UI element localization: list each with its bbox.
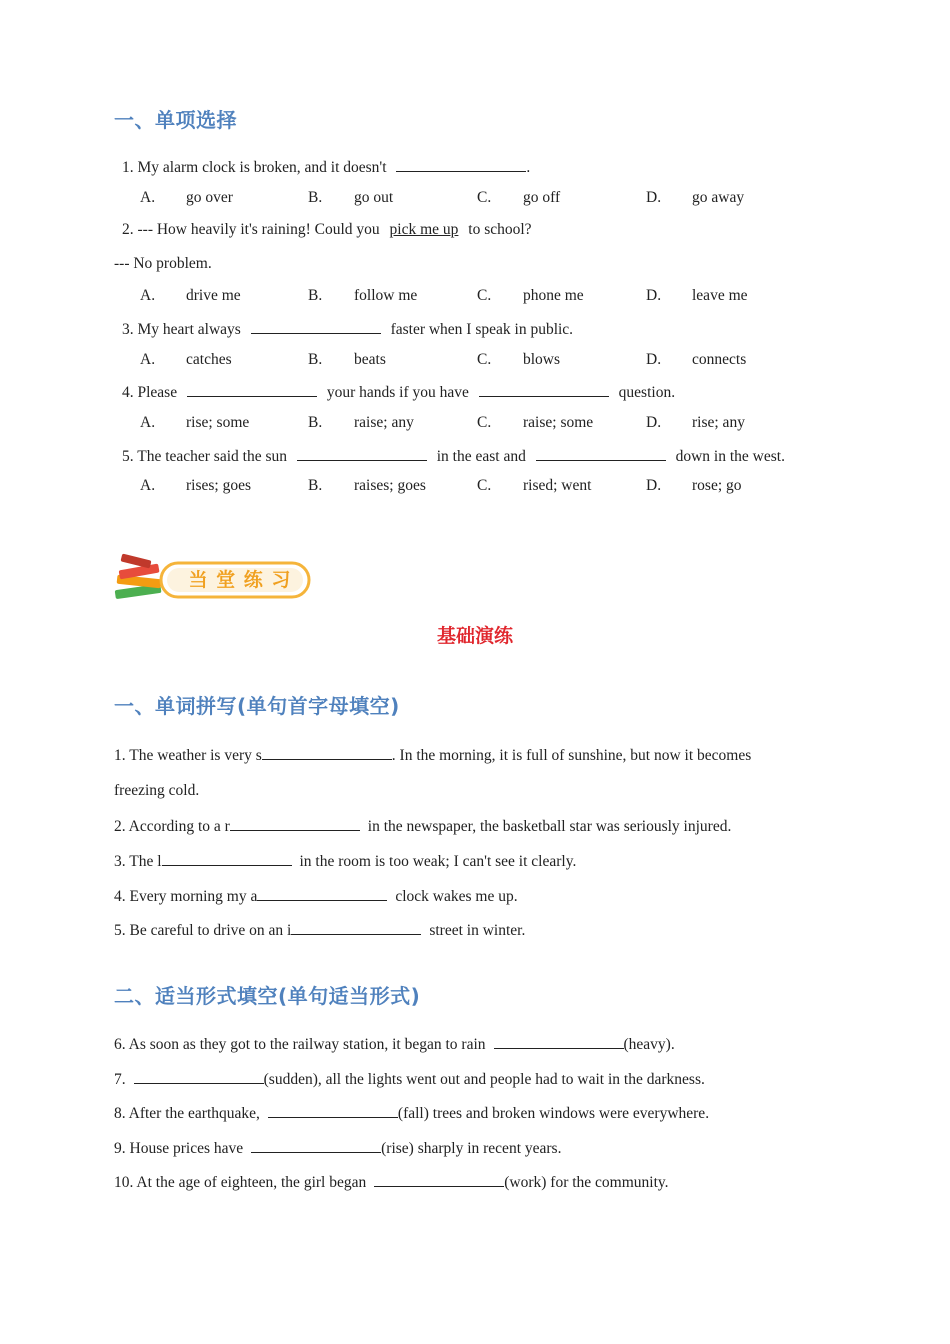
- option-letter: A.: [140, 287, 156, 304]
- answer-blank[interactable]: [262, 745, 392, 760]
- question-text: 5. The teacher said the sun: [122, 448, 287, 465]
- section-title-multiple-choice: 一、单项选择: [114, 108, 237, 132]
- option-text[interactable]: connects: [692, 351, 747, 368]
- spelling-item-3: [114, 851, 576, 871]
- underlined-phrase: pick me up: [389, 221, 459, 238]
- option-letter: C.: [477, 477, 492, 494]
- option-letter: D.: [646, 351, 662, 368]
- answer-blank[interactable]: [251, 319, 381, 334]
- question-text: to school?: [468, 221, 532, 238]
- section-title-word-forms: 二、适当形式填空(单句适当形式): [114, 984, 421, 1008]
- question-4: [122, 382, 675, 402]
- question-text: 1. My alarm clock is broken, and it doesn't: [122, 159, 387, 176]
- item-text: (sudden), all the lights went out and people had to wait in the darkness.: [263, 1071, 705, 1088]
- spelling-item-1: [114, 745, 751, 765]
- option-text[interactable]: rise; any: [692, 414, 745, 431]
- item-text: 8. After the earthquake,: [114, 1105, 260, 1122]
- answer-blank[interactable]: [257, 886, 387, 901]
- option-text[interactable]: beats: [354, 351, 386, 368]
- answer-blank[interactable]: [536, 446, 666, 461]
- item-text: in the newspaper, the basketball star was seriously injured.: [367, 818, 732, 835]
- question-text: your hands if you have: [326, 384, 469, 401]
- item-text: (fall) trees and broken windows were everywhere.: [397, 1105, 710, 1122]
- item-text: (work) for the community.: [504, 1174, 669, 1191]
- question-2: [122, 221, 532, 239]
- banner-label: 当 堂 练 习: [188, 569, 292, 591]
- answer-blank[interactable]: [494, 1034, 624, 1049]
- item-text: 5. Be careful to drive on an i: [114, 922, 292, 939]
- item-text: in the room is too weak; I can't see it clearly.: [299, 853, 577, 870]
- option-letter: B.: [308, 351, 323, 368]
- option-letter: C.: [477, 189, 492, 206]
- option-text[interactable]: raise; any: [354, 414, 414, 431]
- item-text: 2. According to a r: [114, 818, 230, 835]
- question-1: [122, 157, 530, 177]
- spelling-item-1-continued: freezing cold.: [114, 782, 200, 799]
- option-letter: C.: [477, 414, 492, 431]
- option-text[interactable]: phone me: [523, 287, 584, 304]
- question-text: question.: [618, 384, 676, 401]
- spelling-item-2: [114, 816, 731, 836]
- item-text: 7.: [114, 1071, 126, 1088]
- answer-blank[interactable]: [297, 446, 427, 461]
- question-text: 3. My heart always: [122, 321, 241, 338]
- option-text[interactable]: rose; go: [692, 477, 742, 494]
- question-2-reply: --- No problem.: [114, 255, 212, 272]
- answer-blank[interactable]: [134, 1069, 264, 1084]
- answer-blank[interactable]: [187, 382, 317, 397]
- option-letter: A.: [140, 414, 156, 431]
- answer-blank[interactable]: [162, 851, 292, 866]
- spelling-item-5: [114, 920, 525, 940]
- item-text: 1. The weather is very s: [114, 747, 262, 764]
- item-text: (rise) sharply in recent years.: [381, 1140, 562, 1157]
- option-text[interactable]: catches: [186, 351, 232, 368]
- answer-blank[interactable]: [374, 1172, 504, 1187]
- question-text: 4. Please: [122, 384, 178, 401]
- form-item-7: [114, 1069, 705, 1089]
- option-text[interactable]: go out: [354, 189, 394, 206]
- answer-blank[interactable]: [396, 157, 526, 172]
- question-text: faster when I speak in public.: [390, 321, 574, 338]
- option-letter: D.: [646, 189, 662, 206]
- option-text[interactable]: rised; went: [523, 477, 592, 494]
- question-text: 2. --- How heavily it's raining! Could you: [122, 221, 380, 238]
- option-letter: B.: [308, 189, 323, 206]
- option-text[interactable]: leave me: [692, 287, 748, 304]
- option-text[interactable]: go over: [186, 189, 233, 206]
- option-text[interactable]: drive me: [186, 287, 241, 304]
- item-text: (heavy).: [623, 1036, 675, 1053]
- option-letter: A.: [140, 189, 156, 206]
- option-letter: A.: [140, 477, 156, 494]
- item-text: 4. Every morning my a: [114, 888, 258, 905]
- option-text[interactable]: raise; some: [523, 414, 594, 431]
- option-letter: D.: [646, 287, 662, 304]
- option-letter: C.: [477, 287, 492, 304]
- option-letter: B.: [308, 287, 323, 304]
- question-3: [122, 319, 573, 339]
- section-title-spelling: 一、单词拼写(单句首字母填空): [114, 694, 400, 718]
- option-letter: D.: [646, 477, 662, 494]
- question-text: in the east and: [436, 448, 526, 465]
- option-letter: B.: [308, 414, 323, 431]
- item-text: 10. At the age of eighteen, the girl began: [114, 1174, 367, 1191]
- answer-blank[interactable]: [230, 816, 360, 831]
- item-text: 9. House prices have: [114, 1140, 244, 1157]
- item-text: street in winter.: [429, 922, 526, 939]
- option-text[interactable]: rise; some: [186, 414, 250, 431]
- question-text: down in the west.: [675, 448, 785, 465]
- answer-blank[interactable]: [291, 920, 421, 935]
- form-item-8: [114, 1103, 709, 1123]
- option-text[interactable]: follow me: [354, 287, 418, 304]
- question-text: .: [526, 159, 531, 176]
- option-text[interactable]: go away: [692, 189, 745, 206]
- option-text[interactable]: go off: [523, 189, 561, 206]
- form-item-6: [114, 1034, 675, 1054]
- item-text: clock wakes me up.: [395, 888, 518, 905]
- option-text[interactable]: blows: [523, 351, 561, 368]
- form-item-10: [114, 1172, 669, 1192]
- option-text[interactable]: raises; goes: [354, 477, 426, 494]
- answer-blank[interactable]: [268, 1103, 398, 1118]
- option-letter: C.: [477, 351, 492, 368]
- option-text[interactable]: rises; goes: [186, 477, 252, 494]
- form-item-9: [114, 1138, 561, 1158]
- item-text: . In the morning, it is full of sunshine, but now it becomes: [391, 747, 752, 764]
- subheading: 基础演练: [436, 625, 513, 647]
- spelling-item-4: [114, 886, 518, 906]
- option-letter: D.: [646, 414, 662, 431]
- item-text: 6. As soon as they got to the railway station, it began to rain: [114, 1036, 486, 1053]
- answer-blank[interactable]: [479, 382, 609, 397]
- item-text: 3. The l: [114, 853, 162, 870]
- answer-blank[interactable]: [251, 1138, 381, 1153]
- option-letter: B.: [308, 477, 323, 494]
- question-5: [122, 446, 785, 466]
- option-letter: A.: [140, 351, 156, 368]
- practice-banner: [113, 553, 313, 605]
